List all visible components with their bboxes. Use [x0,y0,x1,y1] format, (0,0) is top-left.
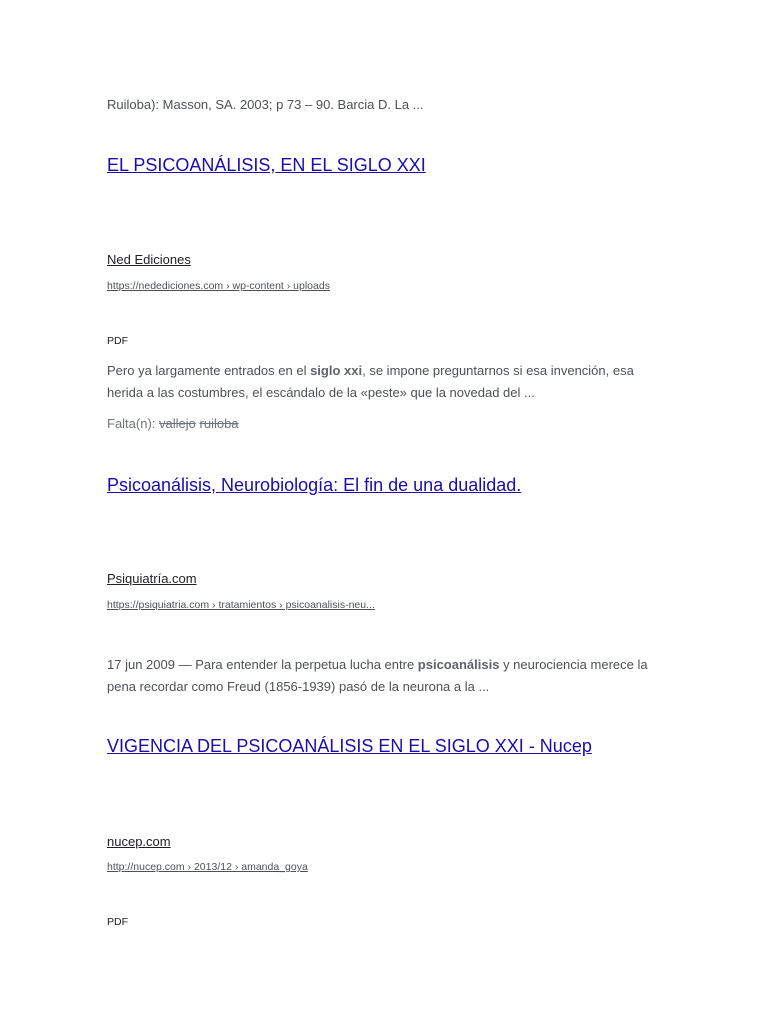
missing-term: vallejo [159,416,196,431]
snippet-text: Pero ya largamente entrados en el [107,363,311,378]
result-1-url[interactable]: https://nedediciones.com › wp-content › uploads [107,280,330,292]
result-2-title-link[interactable]: Psicoanálisis, Neurobiología: El fin de una dualidad. [107,475,522,495]
result-3-pdf-tag: PDF [107,916,128,928]
result-2-url[interactable]: https://psiquiatria.com › tratamientos › psicoanalisis-neu... [107,599,375,611]
top-snippet: Ruiloba): Masson, SA. 2003; p 73 – 90. Barcia D. La ... [107,97,424,112]
snippet-text: , se impone preguntarnos si esa invención, esa herida a las costumbres, el escándalo de la «peste» que la novedad del ... [107,363,634,400]
result-1-snippet [107,360,667,404]
result-3-title-link[interactable]: VIGENCIA DEL PSICOANÁLISIS EN EL SIGLO XXI - Nucep [107,736,592,756]
result-1-missing-terms [107,414,239,434]
result-2-snippet [107,654,667,698]
result-3-url[interactable]: http://nucep.com › 2013/12 › amanda_goya [107,861,308,873]
highlighted-term: psicoanálisis [417,657,500,672]
snippet-text: 17 jun 2009 — [107,657,196,672]
result-1-title-link[interactable]: EL PSICOANÁLISIS, EN EL SIGLO XXI [107,155,426,175]
snippet-text: Para entender la perpetua lucha entre [195,657,418,672]
snippet-text: y neurociencia merece la pena recordar como Freud (1856-1939) pasó de la neurona a la ... [107,657,648,694]
result-1-site-name[interactable]: Ned Ediciones [107,252,191,267]
highlighted-term: siglo xxi [310,363,363,378]
missing-label: Falta(n): [107,416,156,431]
missing-term: ruiloba [199,416,239,431]
result-1-pdf-tag: PDF [107,335,128,347]
result-2-site-name[interactable]: Psiquiatría.com [107,571,197,586]
result-3-site-name[interactable]: nucep.com [107,834,171,849]
